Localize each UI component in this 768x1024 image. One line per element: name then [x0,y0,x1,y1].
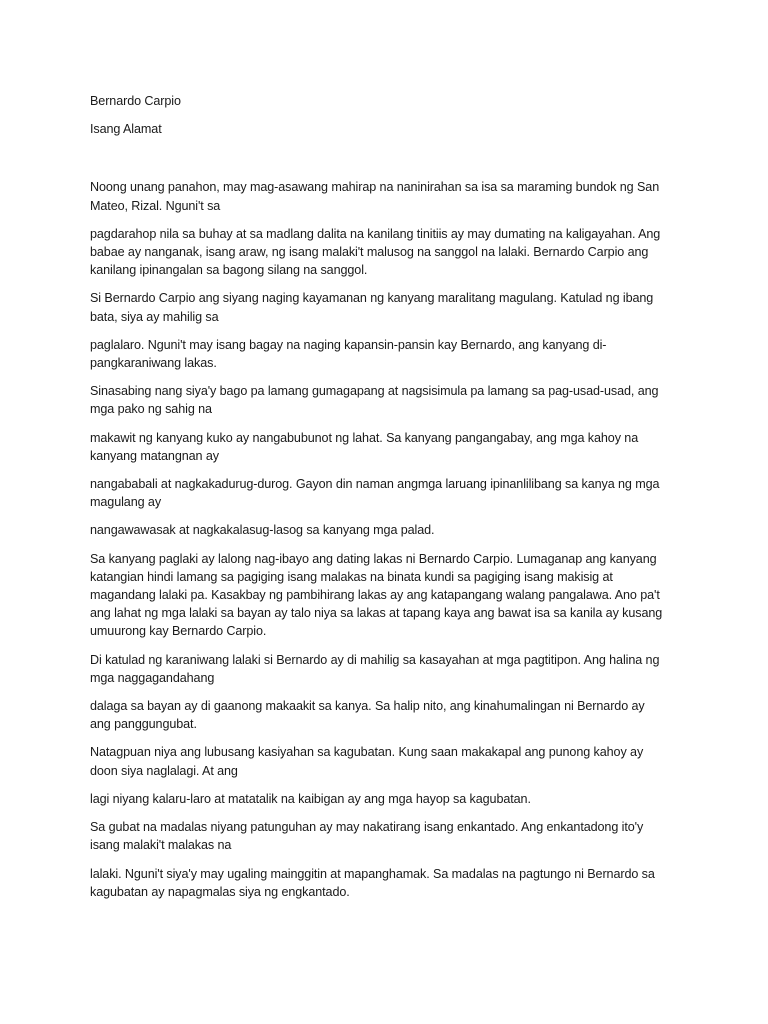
paragraph-12: Natagpuan niya ang lubusang kasiyahan sa kagubatan. Kung saan makakapal ang punong kahoy ay doon siya naglalagi. At ang [90,745,644,778]
paragraph-9: Sa kanyang paglaki ay lalong nag-ibayo ang dating lakas ni Bernardo Carpio. Lumaganap ang kanyang katangian hindi lamang sa pagiging isang malakas na binata kundi sa pagiging isang makisig at magandang lalaki pa. Kasakbay ng pambihirang lakas ay ang katapangang walang pangalawa. Ano pa't ang lahat ng mga lalaki sa bayan ay talo niya sa lakas at tapang kaya ang bawat isa sa kanila ay kusang umuurong kay Bernardo Carpio. [90,551,663,639]
paragraph-5: Sinasabing nang siya'y bago pa lamang gumagapang at nagsisimula pa lamang sa pag-usad-usad, ang mga pako ng sahig na [90,384,659,417]
paragraph-11: dalaga sa bayan ay di gaanong makaakit sa kanya. Sa halip nito, ang kinahumalingan ni Bernardo ay ang panggungubat. [90,699,645,732]
paragraph-10: Di katulad ng karaniwang lalaki si Bernardo ay di mahilig sa kasayahan at mga pagtitipon. Ang halina ng mga naggagandahang [90,652,660,685]
paragraph-7: nangababali at nagkakadurug-durog. Gayon din naman angmga laruang ipinanlilibang sa kanya ng mga magulang ay [90,477,660,510]
paragraph-13: lagi niyang kalaru-laro at matatalik na kaibigan ay ang mga hayop sa kagubatan. [90,791,531,806]
paragraph-14: Sa gubat na madalas niyang patunguhan ay may nakatirang isang enkantado. Ang enkantadong ito'y isang malaki't malakas na [90,820,644,853]
paragraph-6: makawit ng kanyang kuko ay nangabubunot ng lahat. Sa kanyang pangangabay, ang mga kahoy na kanyang matangnan ay [90,430,639,463]
paragraph-4: paglalaro. Nguni't may isang bagay na naging kapansin-pansin kay Bernardo, ang kanyang di-pangkaraniwang lakas. [90,337,607,371]
paragraph-1: Noong unang panahon, may mag-asawang mahirap na naninirahan sa isa sa maraming bundok ng San Mateo, Rizal. Nguni't sa [90,180,660,213]
paragraph-2: pagdarahop nila sa buhay at sa madlang dalita na kanilang tinitiis ay may dumating na kaligayahan. Ang babae ay nanganak, isang araw, ng isang malaki't malusog na sanggol na lalaki. Bernardo Carpio ang kanilang ipinangalan sa bagong silang na sanggol. [90,226,661,278]
document-title: Bernardo Carpio [90,94,181,108]
paragraph-3: Si Bernardo Carpio ang siyang naging kayamanan ng kanyang maralitang magulang. Katulad ng ibang bata, siya ay mahilig sa [90,291,654,324]
document-subtitle: Isang Alamat [90,122,162,137]
paragraph-15: lalaki. Nguni't siya'y may ugaling mainggitin at mapanghamak. Sa madalas na pagtungo ni Bernardo sa kagubatan ay napagmalas siya ng engkantado. [90,866,655,899]
paragraph-8: nangawawasak at nagkakalasug-lasog sa kanyang mga palad. [90,523,435,538]
